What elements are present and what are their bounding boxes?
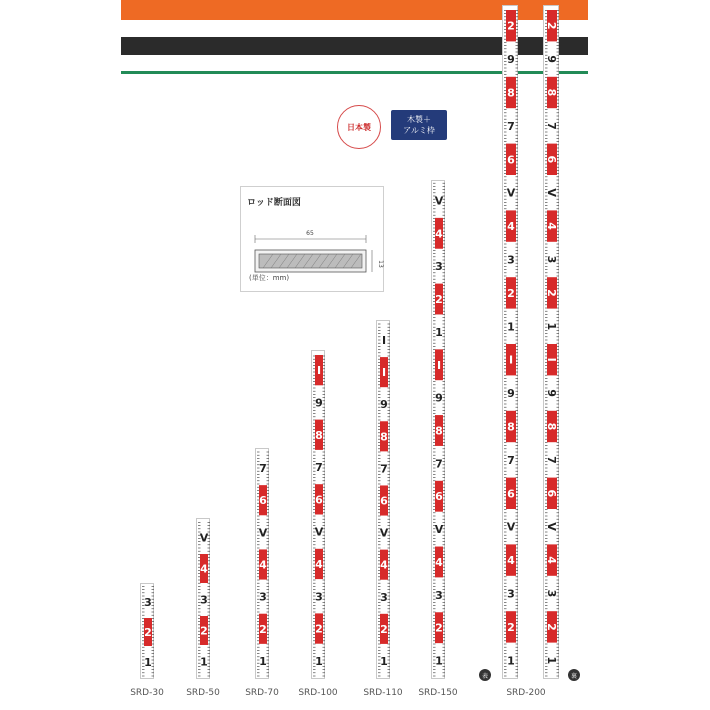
rod-srd-70	[255, 448, 269, 679]
rod-srd-200	[502, 5, 518, 679]
rod-digit: 4	[507, 220, 515, 234]
rod-digit: I	[436, 358, 442, 372]
rod-digit: 2	[259, 622, 267, 636]
made-in-japan-badge	[337, 105, 381, 149]
unit-label: (単位：mm)	[249, 274, 290, 282]
rod-digit: 6	[545, 489, 558, 498]
rod-srd-110	[376, 320, 390, 679]
rod-digit: 8	[435, 424, 443, 438]
rod-digit: 2	[545, 21, 558, 30]
rod-digit: 1	[545, 322, 558, 331]
rod-digit: 6	[259, 494, 267, 508]
rod-digit: 3	[315, 590, 323, 604]
rod-digit: 2	[545, 623, 558, 631]
rod-digit: 2	[507, 19, 515, 33]
rod-digit: I	[381, 366, 387, 380]
rod-digit: V	[258, 526, 268, 540]
rod-digit: 4	[545, 556, 558, 564]
rod-digit: 7	[545, 122, 558, 130]
rod-digit: I	[508, 353, 514, 367]
rod-digit: 3	[380, 590, 388, 604]
rod-section-core	[259, 254, 362, 268]
rod-digit: 2	[507, 620, 515, 634]
rod-digit: 4	[507, 554, 515, 568]
rod-digit: 9	[545, 55, 558, 63]
rod-digit: 6	[435, 490, 443, 504]
rod-digit: 3	[435, 260, 443, 274]
front-side-mark: 表	[479, 669, 491, 681]
rod-digit: 1	[507, 320, 515, 334]
rod-digit: 3	[144, 596, 152, 609]
rod-digit: V	[434, 523, 444, 537]
rod-digit: 2	[507, 286, 515, 300]
rod-digit: V	[545, 188, 558, 197]
rod-digit: 8	[315, 428, 323, 442]
rod-digit: 1	[315, 654, 323, 668]
rod-digit: 2	[435, 621, 443, 635]
rod-digit: 7	[507, 119, 515, 133]
rod-digit: 7	[380, 462, 388, 476]
rod-digit: 9	[507, 53, 515, 67]
rod-digit: 1	[435, 654, 443, 668]
model-label-srd-100: SRD-100	[298, 688, 338, 698]
model-label-srd-200: SRD-200	[506, 688, 546, 698]
rod-digit: 9	[380, 398, 388, 412]
cross-section-title: ロッド断面図	[247, 198, 301, 208]
rod-digit: 8	[545, 88, 558, 97]
rod-digit: 3	[545, 589, 558, 598]
material-label-line1: 木製＋	[407, 115, 431, 124]
rod-digit: 4	[545, 222, 558, 230]
rod-digit: 3	[259, 590, 267, 604]
rod-digit: V	[506, 186, 516, 200]
rod-digit: 1	[507, 654, 515, 668]
origin-label: 日本製	[347, 122, 371, 132]
material-badge	[391, 110, 447, 140]
back-side-mark: 裏	[568, 669, 580, 681]
rod-digit: 8	[507, 420, 515, 434]
rod-digit: I	[316, 364, 322, 378]
rod-digit: 7	[545, 456, 558, 464]
rod-cross-section-diagram	[240, 186, 384, 292]
rod-digit: 9	[507, 387, 515, 401]
rod-digit: 6	[380, 494, 388, 508]
rod-digit: V	[379, 526, 389, 540]
rod-digit: 8	[380, 430, 388, 444]
height-dimension-label: 13	[377, 260, 384, 268]
rod-digit: 4	[380, 558, 388, 572]
rod-srd-50	[196, 518, 210, 679]
rod-srd-150	[431, 180, 445, 679]
rod-digit: 3	[507, 253, 515, 267]
rod-digit: 1	[144, 656, 152, 669]
rod-digit: 2	[315, 622, 323, 636]
rod-digit: 3	[545, 255, 558, 264]
rod-digit: 7	[315, 461, 323, 475]
rod-digit: 4	[435, 555, 443, 569]
rod-digit: I	[381, 334, 387, 348]
rod-digit: 1	[545, 656, 558, 665]
rod-digit: 1	[380, 654, 388, 668]
rod-digit: 4	[315, 557, 323, 571]
rod-digit: 2	[435, 293, 443, 307]
material-label-line2: アルミ枠	[403, 126, 435, 135]
rod-digit: 6	[315, 493, 323, 507]
model-label-srd-110: SRD-110	[363, 688, 403, 698]
width-dimension-label: 65	[306, 230, 314, 237]
rod-digit: V	[545, 522, 558, 531]
rod-digit: V	[199, 531, 209, 545]
rod-digit: V	[506, 520, 516, 534]
rod-digit: 2	[545, 289, 558, 297]
rod-digit: 1	[200, 655, 208, 669]
rod-digit: 1	[259, 654, 267, 668]
rod-digit: 3	[200, 593, 208, 607]
rod-srd-100	[311, 350, 325, 679]
rod-digit: V	[314, 525, 324, 539]
rod-digit: 7	[259, 462, 267, 476]
rod-digit: 2	[144, 626, 152, 639]
rod-digit: V	[434, 194, 444, 208]
model-label-srd-50: SRD-50	[186, 688, 220, 698]
rod-digit: 9	[545, 389, 558, 397]
rod-digit: 3	[507, 587, 515, 601]
rod-digit: 2	[200, 624, 208, 638]
rod-digit: 8	[545, 422, 558, 431]
rod-digit: 4	[435, 227, 443, 241]
rod-digit: 7	[435, 457, 443, 471]
model-label-srd-70: SRD-70	[245, 688, 279, 698]
rod-srd-200-back	[543, 5, 559, 679]
rod-digit: 1	[435, 325, 443, 339]
rod-digit: 4	[259, 558, 267, 572]
rod-digit: 4	[200, 562, 208, 576]
rod-digit: 9	[315, 396, 323, 410]
rod-digit: 8	[507, 86, 515, 100]
rod-srd-30	[140, 583, 154, 679]
rod-digit: 9	[435, 391, 443, 405]
model-label-srd-150: SRD-150	[418, 688, 458, 698]
rod-digit: 6	[545, 155, 558, 164]
rod-digit: I	[545, 357, 558, 362]
rod-digit: 6	[507, 487, 515, 501]
rod-digit: 3	[435, 588, 443, 602]
rod-digit: 2	[380, 622, 388, 636]
rod-digit: 6	[507, 153, 515, 167]
model-label-srd-30: SRD-30	[130, 688, 164, 698]
rod-digit: 7	[507, 453, 515, 467]
